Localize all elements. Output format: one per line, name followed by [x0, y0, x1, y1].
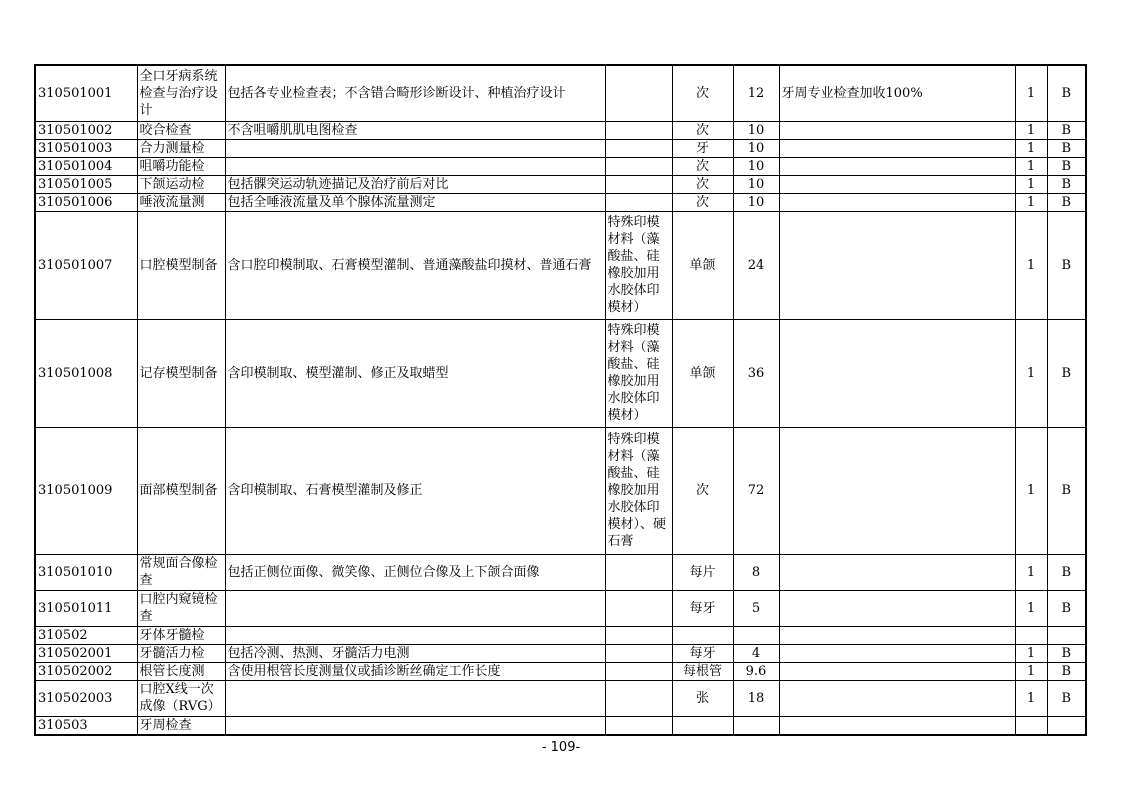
excluded-content-cell: 特殊印模材料（藻酸盐、硅橡胶加用水胶体印模材） — [605, 319, 672, 427]
note-cell — [779, 175, 1015, 193]
table-row — [35, 590, 1086, 626]
grade-cell: B — [1047, 319, 1086, 427]
note-cell — [779, 157, 1015, 175]
item-code-cell: 310501004 — [35, 157, 137, 175]
item-code-cell: 310501003 — [35, 139, 137, 157]
table-row — [35, 139, 1086, 157]
item-name-cell: 全口牙病系统检查与治疗设计 — [137, 65, 225, 121]
note-cell — [779, 626, 1015, 644]
grade-cell — [1047, 626, 1086, 644]
quantity-cell: 1 — [1015, 211, 1047, 319]
note-cell — [779, 644, 1015, 662]
grade-cell: B — [1047, 121, 1086, 139]
item-content-cell — [225, 590, 605, 626]
excluded-content-cell — [605, 193, 672, 211]
price-cell: 18 — [733, 680, 779, 716]
unit-cell: 次 — [672, 157, 733, 175]
item-name-cell: 口腔模型制备 — [137, 211, 225, 319]
item-content-cell: 包括正侧位面像、微笑像、正侧位合像及上下颌合面像 — [225, 554, 605, 590]
item-code-cell: 310501007 — [35, 211, 137, 319]
quantity-cell: 1 — [1015, 175, 1047, 193]
price-cell: 4 — [733, 644, 779, 662]
item-name-cell: 牙髓活力检 — [137, 644, 225, 662]
unit-cell: 每牙 — [672, 644, 733, 662]
quantity-cell: 1 — [1015, 662, 1047, 680]
table-row — [35, 626, 1086, 644]
grade-cell: B — [1047, 139, 1086, 157]
unit-cell: 单颌 — [672, 319, 733, 427]
item-content-cell: 含使用根管长度测量仪或插诊断丝确定工作长度 — [225, 662, 605, 680]
item-code-cell: 310503 — [35, 716, 137, 735]
item-code-cell: 310501001 — [35, 65, 137, 121]
note-cell — [779, 139, 1015, 157]
table-row — [35, 680, 1086, 716]
item-code-cell: 310502002 — [35, 662, 137, 680]
table-row — [35, 716, 1086, 735]
quantity-cell: 1 — [1015, 65, 1047, 121]
price-cell: 10 — [733, 139, 779, 157]
excluded-content-cell — [605, 716, 672, 735]
quantity-cell: 1 — [1015, 121, 1047, 139]
item-code-cell: 310501008 — [35, 319, 137, 427]
quantity-cell: 1 — [1015, 644, 1047, 662]
grade-cell: B — [1047, 175, 1086, 193]
excluded-content-cell — [605, 662, 672, 680]
item-code-cell: 310501011 — [35, 590, 137, 626]
table-row — [35, 193, 1086, 211]
item-name-cell: 唾液流量测 — [137, 193, 225, 211]
quantity-cell: 1 — [1015, 193, 1047, 211]
grade-cell: B — [1047, 590, 1086, 626]
item-content-cell: 包括冷测、热测、牙髓活力电测 — [225, 644, 605, 662]
item-content-cell: 不含咀嚼肌肌电图检查 — [225, 121, 605, 139]
grade-cell: B — [1047, 680, 1086, 716]
item-name-cell: 根管长度测 — [137, 662, 225, 680]
excluded-content-cell — [605, 65, 672, 121]
grade-cell: B — [1047, 157, 1086, 175]
excluded-content-cell — [605, 644, 672, 662]
item-code-cell: 310502003 — [35, 680, 137, 716]
item-name-cell: 下颌运动检 — [137, 175, 225, 193]
item-content-cell: 包括全唾液流量及单个腺体流量测定 — [225, 193, 605, 211]
unit-cell — [672, 716, 733, 735]
note-cell — [779, 193, 1015, 211]
grade-cell: B — [1047, 211, 1086, 319]
excluded-content-cell — [605, 680, 672, 716]
item-name-cell: 牙体牙髓检 — [137, 626, 225, 644]
note-cell — [779, 319, 1015, 427]
item-name-cell: 面部模型制备 — [137, 427, 225, 554]
unit-cell — [672, 626, 733, 644]
price-cell: 8 — [733, 554, 779, 590]
quantity-cell: 1 — [1015, 157, 1047, 175]
item-content-cell — [225, 157, 605, 175]
grade-cell: B — [1047, 554, 1086, 590]
item-code-cell: 310501010 — [35, 554, 137, 590]
unit-cell: 每根管 — [672, 662, 733, 680]
item-name-cell: 牙周检查 — [137, 716, 225, 735]
item-name-cell: 口腔内窥镜检查 — [137, 590, 225, 626]
quantity-cell: 1 — [1015, 590, 1047, 626]
unit-cell: 次 — [672, 427, 733, 554]
note-cell: 牙周专业检查加收100% — [779, 65, 1015, 121]
item-content-cell — [225, 139, 605, 157]
item-content-cell: 含口腔印模制取、石膏模型灌制、普通藻酸盐印摸材、普通石膏 — [225, 211, 605, 319]
excluded-content-cell — [605, 157, 672, 175]
note-cell — [779, 662, 1015, 680]
unit-cell: 次 — [672, 175, 733, 193]
quantity-cell: 1 — [1015, 319, 1047, 427]
quantity-cell: 1 — [1015, 680, 1047, 716]
grade-cell: B — [1047, 644, 1086, 662]
unit-cell: 牙 — [672, 139, 733, 157]
price-cell: 5 — [733, 590, 779, 626]
item-name-cell: 口腔X线一次成像（RVG） — [137, 680, 225, 716]
grade-cell — [1047, 716, 1086, 735]
item-content-cell — [225, 626, 605, 644]
grade-cell: B — [1047, 65, 1086, 121]
table-row — [35, 121, 1086, 139]
grade-cell: B — [1047, 193, 1086, 211]
note-cell — [779, 121, 1015, 139]
table-row — [35, 65, 1086, 121]
note-cell — [779, 211, 1015, 319]
page-number: - 109- — [541, 740, 581, 755]
price-cell: 10 — [733, 157, 779, 175]
unit-cell: 次 — [672, 65, 733, 121]
grade-cell: B — [1047, 662, 1086, 680]
note-cell — [779, 716, 1015, 735]
unit-cell: 每牙 — [672, 590, 733, 626]
excluded-content-cell: 特殊印模材料（藻酸盐、硅橡胶加用水胶体印模材） — [605, 211, 672, 319]
price-cell: 9.6 — [733, 662, 779, 680]
table-row — [35, 662, 1086, 680]
price-cell: 24 — [733, 211, 779, 319]
price-cell: 10 — [733, 175, 779, 193]
excluded-content-cell — [605, 626, 672, 644]
quantity-cell — [1015, 626, 1047, 644]
price-cell: 10 — [733, 193, 779, 211]
item-content-cell: 含印模制取、模型灌制、修正及取蜡型 — [225, 319, 605, 427]
table-row — [35, 644, 1086, 662]
item-name-cell: 合力测量检 — [137, 139, 225, 157]
note-cell — [779, 590, 1015, 626]
unit-cell: 每片 — [672, 554, 733, 590]
excluded-content-cell — [605, 590, 672, 626]
quantity-cell — [1015, 716, 1047, 735]
note-cell — [779, 680, 1015, 716]
item-code-cell: 310501006 — [35, 193, 137, 211]
quantity-cell: 1 — [1015, 554, 1047, 590]
table-row — [35, 427, 1086, 554]
table-row — [35, 319, 1086, 427]
excluded-content-cell: 特殊印模材料（藻酸盐、硅橡胶加用水胶体印模材）、硬石膏 — [605, 427, 672, 554]
unit-cell: 次 — [672, 121, 733, 139]
item-code-cell: 310501009 — [35, 427, 137, 554]
table-row — [35, 211, 1086, 319]
price-cell — [733, 626, 779, 644]
unit-cell: 单颌 — [672, 211, 733, 319]
table-row — [35, 157, 1086, 175]
item-content-cell: 包括各专业检查表；不含错合畸形诊断设计、种植治疗设计 — [225, 65, 605, 121]
fee-table — [34, 64, 1087, 736]
item-code-cell: 310501002 — [35, 121, 137, 139]
price-cell: 10 — [733, 121, 779, 139]
unit-cell: 张 — [672, 680, 733, 716]
item-code-cell: 310501005 — [35, 175, 137, 193]
note-cell — [779, 554, 1015, 590]
table-row — [35, 175, 1086, 193]
quantity-cell: 1 — [1015, 139, 1047, 157]
note-cell — [779, 427, 1015, 554]
quantity-cell: 1 — [1015, 427, 1047, 554]
excluded-content-cell — [605, 175, 672, 193]
price-cell — [733, 716, 779, 735]
excluded-content-cell — [605, 121, 672, 139]
item-content-cell: 含印模制取、石膏模型灌制及修正 — [225, 427, 605, 554]
price-cell: 36 — [733, 319, 779, 427]
item-name-cell: 记存模型制备 — [137, 319, 225, 427]
price-cell: 72 — [733, 427, 779, 554]
item-content-cell — [225, 716, 605, 735]
item-content-cell: 包括髁突运动轨迹描记及治疗前后对比 — [225, 175, 605, 193]
item-content-cell — [225, 680, 605, 716]
item-code-cell: 310502 — [35, 626, 137, 644]
item-name-cell: 常规面合像检查 — [137, 554, 225, 590]
excluded-content-cell — [605, 139, 672, 157]
item-name-cell: 咀嚼功能检 — [137, 157, 225, 175]
excluded-content-cell — [605, 554, 672, 590]
unit-cell: 次 — [672, 193, 733, 211]
item-name-cell: 咬合检查 — [137, 121, 225, 139]
item-code-cell: 310502001 — [35, 644, 137, 662]
grade-cell: B — [1047, 427, 1086, 554]
table-row — [35, 554, 1086, 590]
price-cell: 12 — [733, 65, 779, 121]
